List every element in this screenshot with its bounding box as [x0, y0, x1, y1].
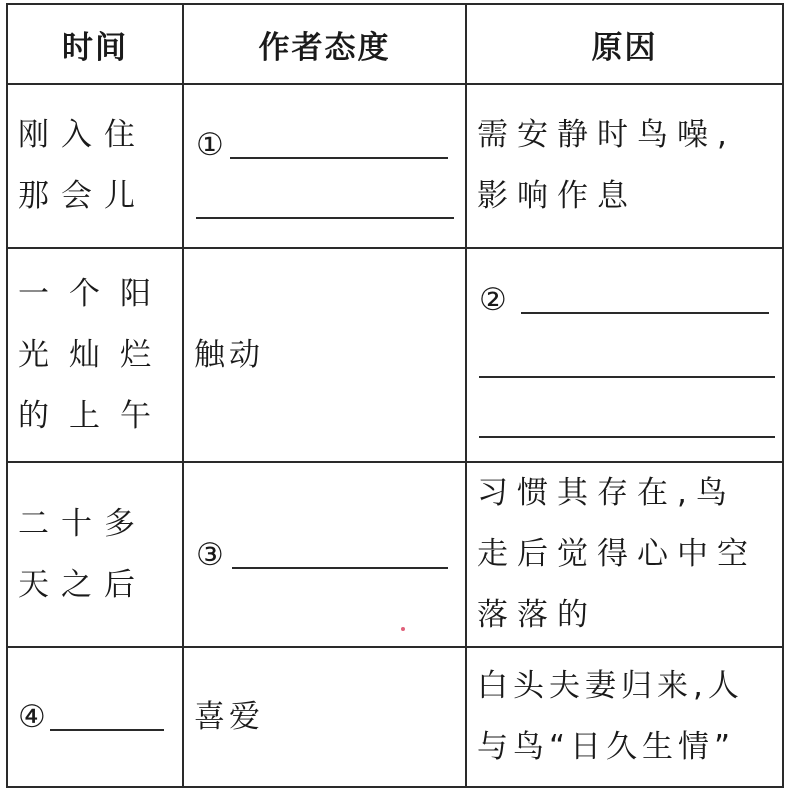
- time-text: 一个阳光灿烂的上午: [18, 275, 171, 434]
- blank-number-3: ③: [196, 536, 224, 573]
- answer-blank-4[interactable]: [50, 729, 164, 731]
- header-attitude: 作者态度: [183, 4, 466, 84]
- attitude-cell: [183, 647, 466, 787]
- attitude-text: 触动: [194, 336, 264, 373]
- answer-blank-2a[interactable]: [521, 312, 769, 314]
- time-text: 刚入住那会儿: [18, 117, 147, 214]
- answer-blank-2b[interactable]: [479, 376, 775, 378]
- ink-speck: [401, 627, 405, 631]
- info-table: [6, 3, 784, 788]
- time-cell: [7, 84, 183, 248]
- reason-text: 需安静时鸟噪,影响作息: [477, 117, 736, 214]
- table-row: [7, 647, 783, 787]
- answer-blank-1a[interactable]: [230, 157, 448, 159]
- attitude-cell: [183, 248, 466, 462]
- time-text: 二十多天之后: [18, 505, 147, 603]
- answer-blank-3[interactable]: [232, 567, 448, 569]
- attitude-cell: [183, 84, 466, 248]
- attitude-text: 喜爱: [194, 698, 264, 735]
- reason-text: 习惯其存在,鸟走后觉得心中空落落的: [477, 475, 757, 633]
- table-row: [7, 84, 783, 248]
- blank-number-2: ②: [479, 282, 507, 318]
- answer-blank-1b[interactable]: [196, 217, 454, 219]
- time-cell: [7, 647, 183, 787]
- blank-number-1: ①: [196, 127, 224, 163]
- header-row: [7, 4, 783, 84]
- reason-cell: [466, 84, 783, 248]
- reason-cell: [466, 462, 783, 647]
- header-reason: 原因: [466, 4, 783, 84]
- header-time: 时间: [7, 4, 183, 84]
- reason-cell: [466, 647, 783, 787]
- answer-blank-2c[interactable]: [479, 436, 775, 438]
- table-row: [7, 462, 783, 647]
- attitude-cell: [183, 462, 466, 647]
- time-cell: [7, 462, 183, 647]
- blank-number-4: ④: [18, 699, 46, 735]
- reason-cell: [466, 248, 783, 462]
- table-row: [7, 248, 783, 462]
- reason-text: 白头夫妻归来,人与鸟“日久生情”: [477, 668, 744, 765]
- time-cell: [7, 248, 183, 462]
